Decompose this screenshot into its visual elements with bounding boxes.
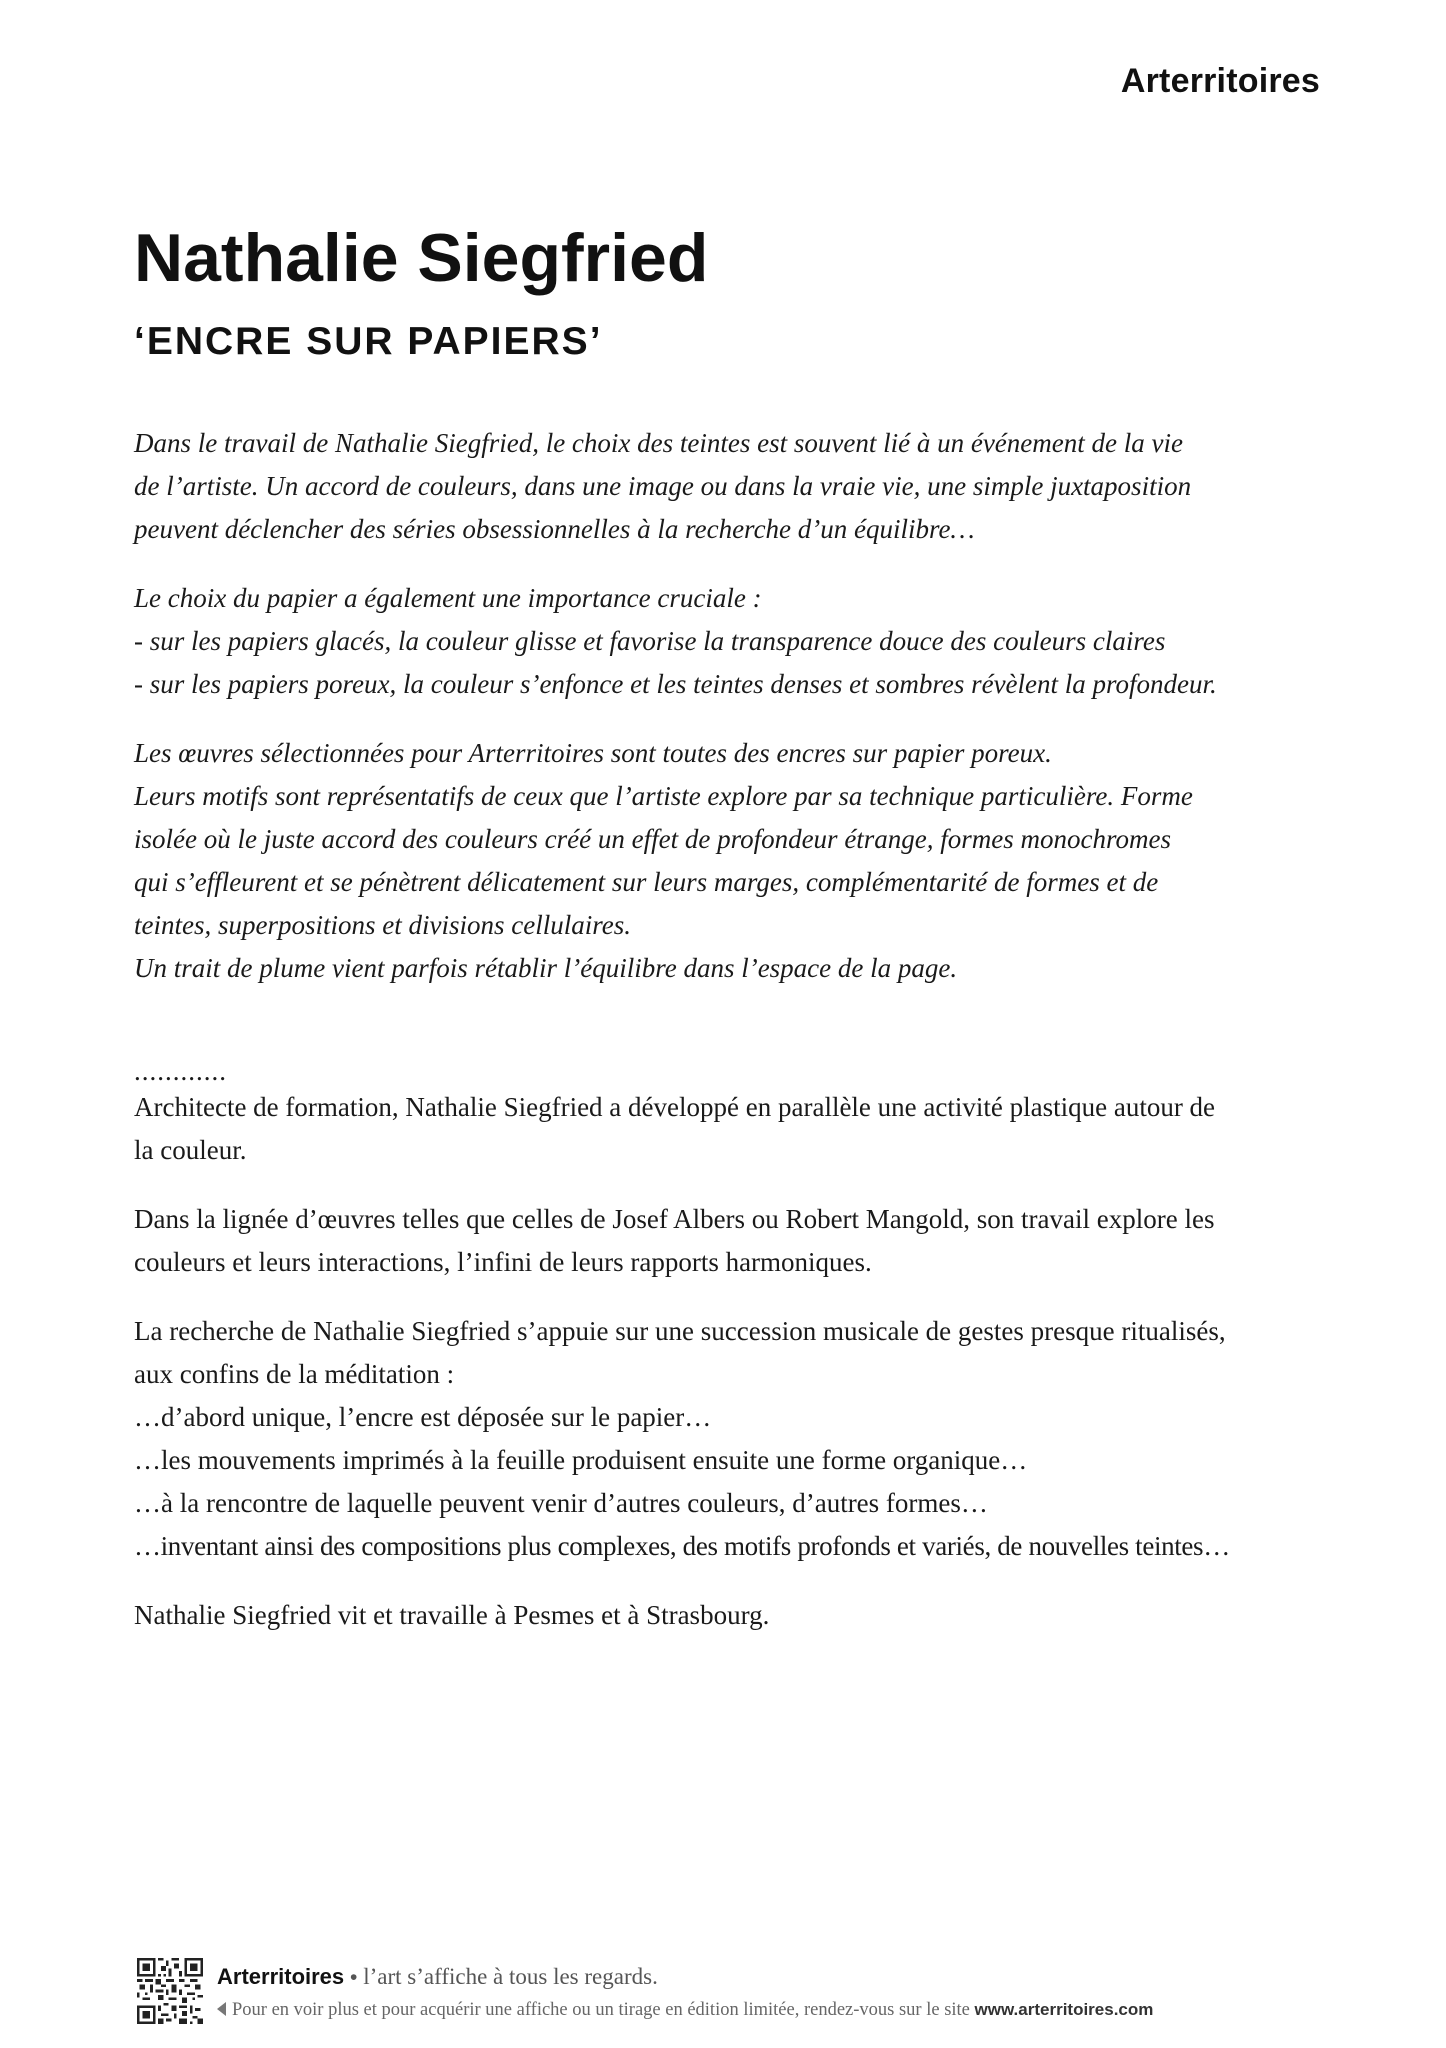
text-line: aux confins de la méditation : — [134, 1359, 455, 1389]
text-line: - sur les papiers poreux, la couleur s’enfonce et les teintes denses et sombres révèlent la profondeur. — [134, 669, 1217, 699]
qr-code-icon[interactable] — [137, 1958, 203, 2024]
bio-paragraph-2 — [134, 1198, 1330, 1284]
text-line: Nathalie Siegfried vit et travaille à Pesmes et à Strasbourg. — [134, 1600, 770, 1630]
text-line: …d’abord unique, l’encre est déposée sur le papier… — [134, 1402, 712, 1432]
page-subtitle: ‘ENCRE SUR PAPIERS’ — [134, 320, 603, 363]
intro-paragraph-2 — [134, 577, 1330, 706]
footer-tagline: l’art s’affiche à tous les regards. — [363, 1964, 658, 1989]
text-line: …inventant ainsi des compositions plus complexes, des motifs profonds et variés, de nouvelles teintes… — [134, 1531, 1230, 1561]
bio-paragraph-1 — [134, 1086, 1330, 1172]
text-line: …à la rencontre de laquelle peuvent venir d’autres couleurs, d’autres formes… — [134, 1488, 988, 1518]
bullet-separator: • — [350, 1966, 358, 1989]
text-line: Leurs motifs sont représentatifs de ceux que l’artiste explore par sa technique particulière. Forme — [134, 781, 1193, 811]
text-line: teintes, superpositions et divisions cellulaires. — [134, 910, 631, 940]
text-line: de l’artiste. Un accord de couleurs, dans une image ou dans la vraie vie, une simple juxtaposition — [134, 471, 1192, 501]
text-line: qui s’effleurent et se pénètrent délicatement sur leurs marges, complémentarité de formes et de — [134, 867, 1159, 897]
text-line: Architecte de formation, Nathalie Siegfried a développé en parallèle une activité plastique autour de — [134, 1092, 1216, 1122]
section-spacer — [134, 1016, 1330, 1056]
text-line: Un trait de plume vient parfois rétablir l’équilibre dans l’espace de la page. — [134, 953, 958, 983]
text-line: Les œuvres sélectionnées pour Arterritoires sont toutes des encres sur papier poreux. — [134, 738, 1052, 768]
intro-section — [134, 422, 1330, 990]
footer-info-line — [217, 2000, 1153, 2021]
footer-brand: Arterritoires — [217, 1964, 345, 1989]
bio-section — [134, 1056, 1330, 1637]
footer-tagline-line — [217, 1964, 658, 1990]
text-line: La recherche de Nathalie Siegfried s’appuie sur une succession musicale de gestes presque ritualisés, — [134, 1316, 1226, 1346]
footer — [137, 1958, 1322, 2028]
text-line: Dans la lignée d’œuvres telles que celles de Josef Albers ou Robert Mangold, son travail explore les — [134, 1204, 1215, 1234]
text-line: la couleur. — [134, 1135, 247, 1165]
text-line: Dans le travail de Nathalie Siegfried, le choix des teintes est souvent lié à un événement de la vie — [134, 428, 1183, 458]
bio-paragraph-3 — [134, 1310, 1330, 1568]
intro-paragraph-3 — [134, 732, 1330, 990]
text-line: isolée où le juste accord des couleurs créé un effet de profondeur étrange, formes monochromes — [134, 824, 1172, 854]
text-line: Le choix du papier a également une importance cruciale : — [134, 583, 762, 613]
text-line: couleurs et leurs interactions, l’infini de leurs rapports harmoniques. — [134, 1247, 872, 1277]
separator: ............ — [134, 1056, 227, 1086]
text-line: - sur les papiers glacés, la couleur glisse et favorise la transparence douce des couleurs claires — [134, 626, 1166, 656]
website-link[interactable]: www.arterritoires.com — [974, 2000, 1154, 2019]
footer-info: Pour en voir plus et pour acquérir une affiche ou un tirage en édition limitée, rendez-vous sur le site — [232, 2000, 970, 2020]
text-line: …les mouvements imprimés à la feuille produisent ensuite une forme organique… — [134, 1445, 1028, 1475]
bio-paragraph-4 — [134, 1594, 1330, 1637]
page-title: Nathalie Siegfried — [134, 220, 709, 296]
main-content — [134, 422, 1330, 1663]
brand-logo: Arterritoires — [1120, 62, 1320, 100]
arrow-left-icon — [217, 2002, 226, 2016]
text-line: peuvent déclencher des séries obsessionnelles à la recherche d’un équilibre… — [134, 514, 975, 544]
intro-paragraph-1 — [134, 422, 1330, 551]
